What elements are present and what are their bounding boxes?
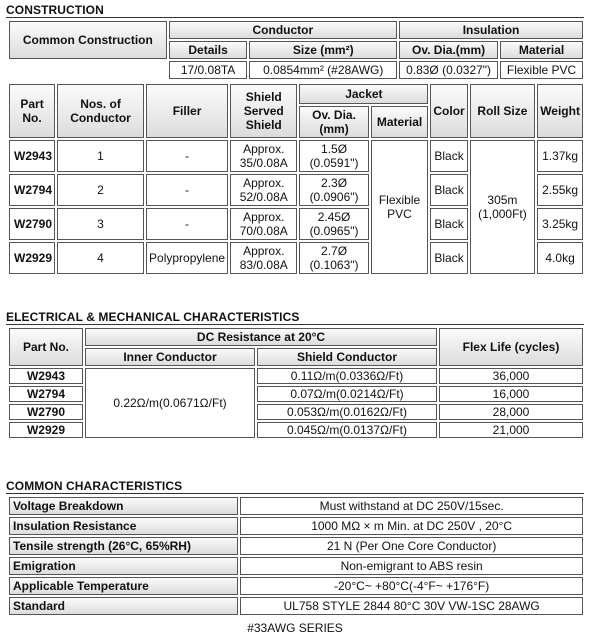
emigration-value: Non-emigrant to ABS resin (240, 557, 583, 575)
table-row (9, 517, 583, 535)
shield-cell: Approx. 70/0.08A (230, 208, 297, 240)
jacket-material-cell: Flexible PVC (371, 140, 429, 274)
jacket-ov-dia-header: Ov. Dia. (mm) (299, 106, 368, 138)
flex-life-header: Flex Life (cycles) (439, 328, 583, 366)
shield-conductor-cell: 0.11Ω/m(0.0336Ω/Ft) (257, 368, 437, 384)
size-value: 0.0854mm² (#28AWG) (249, 61, 397, 79)
flex-life-cell: 16,000 (439, 386, 583, 402)
nos-cell: 1 (57, 140, 144, 172)
material-value: Flexible PVC (500, 61, 583, 79)
part-no-cell: W2794 (9, 386, 83, 402)
filler-cell: - (146, 174, 228, 206)
table-row (9, 557, 583, 575)
table-row (9, 597, 583, 615)
tensile-strength-label: Tensile strength (26°C, 65%RH) (9, 537, 238, 555)
construction-common-table (7, 19, 585, 81)
color-cell: Black (430, 140, 467, 172)
weight-header: Weight (537, 84, 583, 138)
color-header: Color (430, 84, 467, 138)
applicable-temperature-label: Applicable Temperature (9, 577, 238, 595)
roll-size-header: Roll Size (470, 84, 535, 138)
color-cell: Black (430, 174, 467, 206)
details-value: 17/0.08TA (169, 61, 248, 79)
dc-resistance-header: DC Resistance at 20°C (85, 328, 437, 346)
ov-dia-cell: 2.45Ø (0.0965") (299, 208, 368, 240)
section-divider (6, 324, 584, 325)
nos-cell: 3 (57, 208, 144, 240)
part-no-cell: W2794 (9, 174, 55, 206)
size-header: Size (mm²) (249, 41, 397, 59)
inner-conductor-cell: 0.22Ω/m(0.0671Ω/Ft) (85, 368, 255, 438)
part-no-cell: W2943 (9, 140, 55, 172)
table-row (9, 497, 583, 515)
nos-cell: 2 (57, 174, 144, 206)
part-no-cell: W2929 (9, 422, 83, 438)
electrical-table (7, 326, 585, 440)
common-construction-header: Common Construction (9, 21, 167, 59)
conductor-header: Conductor (169, 21, 397, 39)
common-title: COMMON CHARACTERISTICS (6, 479, 183, 493)
electrical-title: ELECTRICAL & MECHANICAL CHARACTERISTICS (6, 310, 300, 324)
construction-title: CONSTRUCTION (6, 3, 104, 17)
nos-cell: 4 (57, 242, 144, 274)
weight-cell: 4.0kg (537, 242, 583, 274)
series-caption: #33AWG SERIES (247, 621, 343, 635)
ov-dia-cell: 2.3Ø (0.0906") (299, 174, 368, 206)
details-header: Details (169, 41, 248, 59)
material-header: Material (500, 41, 583, 59)
shield-conductor-cell: 0.053Ω/m(0.0162Ω/Ft) (257, 404, 437, 420)
part-no-cell: W2790 (9, 208, 55, 240)
part-no-cell: W2790 (9, 404, 83, 420)
weight-cell: 1.37kg (537, 140, 583, 172)
flex-life-cell: 28,000 (439, 404, 583, 420)
filler-header: Filler (146, 84, 228, 138)
section-divider (6, 17, 584, 18)
section-divider (6, 493, 584, 494)
empty-cell (9, 61, 167, 79)
filler-cell: Polypropylene (146, 242, 228, 274)
roll-size-cell: 305m (1,000Ft) (470, 140, 535, 274)
table-row (9, 368, 583, 384)
flex-life-cell: 36,000 (439, 368, 583, 384)
jacket-header: Jacket (299, 84, 428, 104)
shield-cell: Approx. 52/0.08A (230, 174, 297, 206)
shield-conductor-cell: 0.045Ω/m(0.0137Ω/Ft) (257, 422, 437, 438)
shield-conductor-header: Shield Conductor (257, 348, 437, 366)
part-no-cell: W2943 (9, 368, 83, 384)
ov-dia-cell: 1.5Ø (0.0591") (299, 140, 368, 172)
insulation-resistance-label: Insulation Resistance (9, 517, 238, 535)
standard-value: UL758 STYLE 2844 80°C 30V VW-1SC 28AWG (240, 597, 583, 615)
shield-cell: Approx. 35/0.08A (230, 140, 297, 172)
table-row (9, 140, 583, 172)
weight-cell: 3.25kg (537, 208, 583, 240)
standard-label: Standard (9, 597, 238, 615)
construction-parts-table (7, 82, 585, 276)
weight-cell: 2.55kg (537, 174, 583, 206)
table-row (9, 537, 583, 555)
filler-cell: - (146, 208, 228, 240)
part-no-cell: W2929 (9, 242, 55, 274)
tensile-strength-value: 21 N (Per One Core Conductor) (240, 537, 583, 555)
applicable-temperature-value: -20°C~ +80°C(-4°F~ +176°F) (240, 577, 583, 595)
jacket-material-header: Material (371, 106, 429, 138)
voltage-breakdown-label: Voltage Breakdown (9, 497, 238, 515)
common-table (7, 495, 585, 617)
shield-header: Shield Served Shield (230, 84, 297, 138)
voltage-breakdown-value: Must withstand at DC 250V/15sec. (240, 497, 583, 515)
ov-dia-header: Ov. Dia.(mm) (399, 41, 498, 59)
color-cell: Black (430, 208, 467, 240)
ov-dia-cell: 2.7Ø (0.1063") (299, 242, 368, 274)
flex-life-cell: 21,000 (439, 422, 583, 438)
shield-conductor-cell: 0.07Ω/m(0.0214Ω/Ft) (257, 386, 437, 402)
part-no-header: Part No. (9, 84, 55, 138)
ov-dia-value: 0.83Ø (0.0327") (399, 61, 498, 79)
part-no-header: Part No. (9, 328, 83, 366)
insulation-resistance-value: 1000 MΩ × m Min. at DC 250V , 20°C (240, 517, 583, 535)
color-cell: Black (430, 242, 467, 274)
shield-cell: Approx. 83/0.08A (230, 242, 297, 274)
filler-cell: - (146, 140, 228, 172)
inner-conductor-header: Inner Conductor (85, 348, 255, 366)
table-row (9, 577, 583, 595)
insulation-header: Insulation (399, 21, 583, 39)
nos-of-conductor-header: Nos. of Conductor (57, 84, 144, 138)
emigration-label: Emigration (9, 557, 238, 575)
